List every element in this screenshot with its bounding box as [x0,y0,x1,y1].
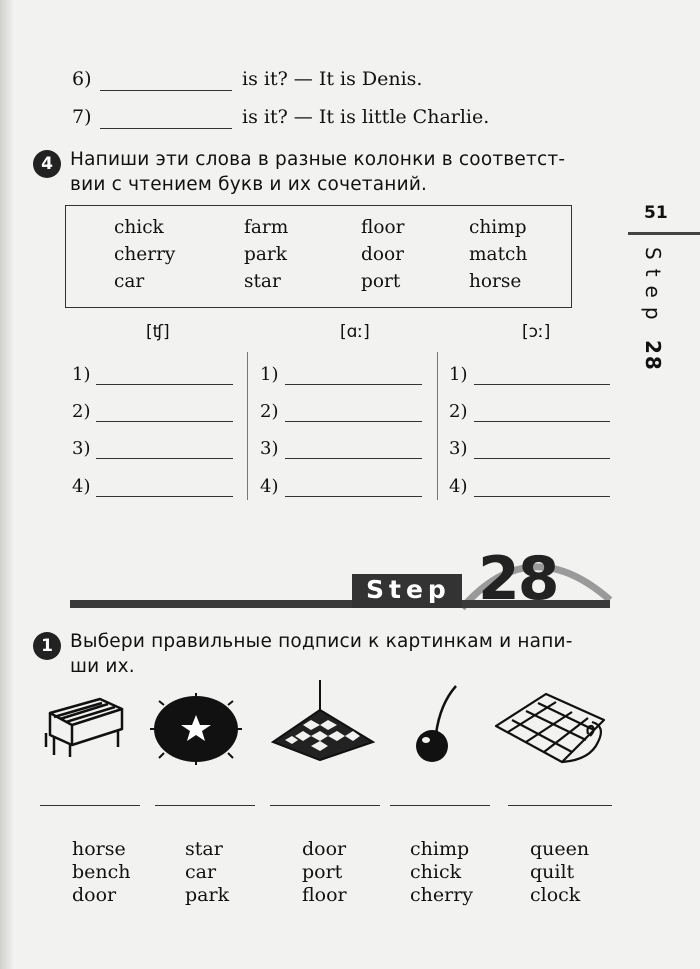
phoneme-header-o: [ɔː] [522,322,551,342]
step-header-number: 28 [478,544,558,614]
sidebar-step-number: 28 [641,340,665,372]
answer-blank[interactable] [474,496,610,497]
column-divider [437,352,438,500]
option-word: car [185,861,217,883]
exercise-1-badge: 1 [33,632,61,660]
line-6-text: is it? — It is Denis. [242,68,423,90]
bench-icon [40,695,130,760]
column-divider [247,352,248,500]
exercise-4-instruction-line1: Напиши эти слова в разные колонки в соответст- [70,149,566,170]
answer-number: 3) [72,438,91,459]
phoneme-header-ch: [ʧ] [146,322,170,342]
option-word: bench [72,861,131,883]
option-word: chimp [410,838,470,860]
word: port [361,271,401,292]
option-word: door [302,838,347,860]
word: chick [114,217,164,238]
answer-number: 2) [449,401,468,422]
phoneme-header-a: [ɑː] [340,322,370,342]
picture-answer-blank[interactable] [270,805,380,806]
line-6-number: 6) [72,68,92,90]
word: farm [244,217,289,238]
option-word: floor [302,884,347,906]
picture-answer-blank[interactable] [155,805,255,806]
exercise-4-badge: 4 [33,150,61,178]
answer-blank[interactable] [474,421,610,422]
sidebar-rule [628,232,700,235]
word-box [65,205,572,308]
exercise-1-instruction-line1: Выбери правильные подписи к картинкам и напи- [70,631,573,652]
picture-answer-blank[interactable] [40,805,140,806]
word: floor [361,217,405,238]
line-6-answer-blank[interactable] [100,90,232,91]
word: match [469,244,528,265]
option-word: chick [410,861,462,883]
cherry-icon [410,684,465,764]
answer-blank[interactable] [474,458,610,459]
answer-blank[interactable] [96,458,233,459]
answer-number: 2) [260,401,279,422]
option-word: quilt [530,861,575,883]
page-edge-shadow [0,0,14,969]
answer-blank[interactable] [285,384,422,385]
word: chimp [469,217,527,238]
quilt-icon [492,690,610,770]
answer-number: 4) [260,476,279,497]
answer-number: 1) [260,364,279,385]
exercise-1-instruction-line2: ши их. [70,656,135,677]
option-word: door [72,884,117,906]
word: cherry [114,244,176,265]
answer-number: 4) [449,476,468,497]
answer-blank[interactable] [285,496,422,497]
picture-answer-blank[interactable] [390,805,490,806]
answer-blank[interactable] [96,384,233,385]
line-7-text: is it? — It is little Charlie. [242,106,490,128]
answer-blank[interactable] [474,384,610,385]
sidebar-step-label: Step [641,247,665,329]
answer-number: 3) [260,438,279,459]
step-header-word: Step [366,575,451,604]
line-7-number: 7) [72,106,92,128]
option-word: cherry [410,884,474,906]
answer-number: 4) [72,476,91,497]
answer-blank[interactable] [285,421,422,422]
option-word: star [185,838,223,860]
answer-number: 1) [72,364,91,385]
answer-number: 3) [449,438,468,459]
word: star [244,271,281,292]
answer-blank[interactable] [96,496,233,497]
picture-answer-blank[interactable] [508,805,612,806]
word: park [244,244,287,265]
line-7-answer-blank[interactable] [100,128,232,129]
star-icon [150,693,242,765]
answer-number: 2) [72,401,91,422]
option-word: horse [72,838,126,860]
exercise-4-instruction-line2: вии с чтением букв и их сочетаний. [70,174,428,195]
page-number: 51 [644,203,668,223]
word: horse [469,271,522,292]
option-word: park [185,884,230,906]
floor-icon [265,680,380,765]
answer-blank[interactable] [285,458,422,459]
option-word: clock [530,884,581,906]
word: door [361,244,404,265]
answer-number: 1) [449,364,468,385]
option-word: port [302,861,343,883]
word: car [114,271,145,292]
option-word: queen [530,838,590,860]
answer-blank[interactable] [96,421,233,422]
